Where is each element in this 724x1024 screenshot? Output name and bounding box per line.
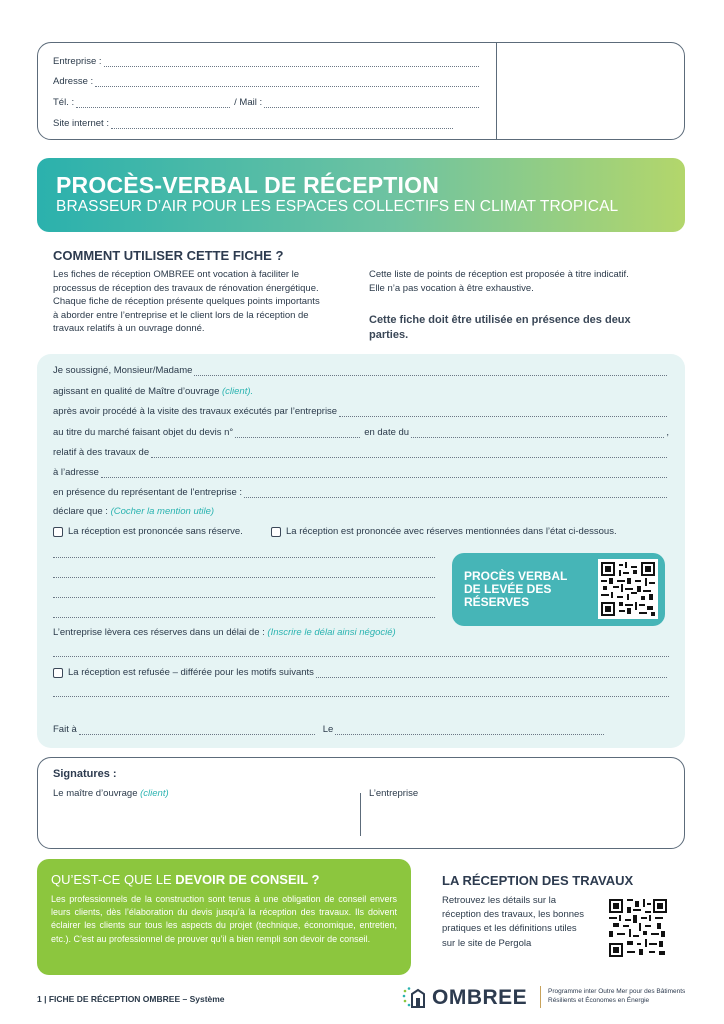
devoir-conseil-box	[37, 859, 411, 975]
footer-divider	[540, 986, 541, 1008]
option-sans-reserve[interactable]	[53, 526, 243, 537]
adresse-travaux-label: à l’adresse	[53, 467, 99, 478]
howto-bold-line: Cette fiche doit être utilisée en présence des deux	[369, 314, 631, 326]
mail-label: / Mail :	[234, 97, 263, 108]
pv-line: DE LEVÉE DES	[464, 582, 552, 596]
option-avec-reserves[interactable]	[271, 526, 617, 537]
refusee-label: La réception est refusée – différée pour les motifs suivants	[68, 667, 314, 678]
page-footer: 1 | FICHE DE RÉCEPTION OMBREE – Système	[37, 994, 225, 1004]
sans-reserve-label: La réception est prononcée sans réserve.	[68, 526, 243, 537]
reserve-line[interactable]	[53, 548, 435, 558]
pv-line: RÉSERVES	[464, 595, 530, 609]
presence-field[interactable]	[53, 487, 669, 498]
declare-note: (Cocher la mention utile)	[110, 506, 215, 517]
howto-bold-line: parties.	[369, 328, 409, 341]
reception-info-heading: LA RÉCEPTION DES TRAVAUX	[442, 873, 634, 888]
howto-right-line: Cette liste de points de réception est proposée à titre indicatif.	[369, 269, 629, 280]
adresse-label: Adresse :	[53, 76, 94, 87]
reception-info-line: Retrouvez les détails sur la	[442, 895, 557, 906]
adresse-field[interactable]	[53, 76, 481, 87]
title-banner	[37, 158, 685, 232]
qr-code-icon[interactable]	[598, 559, 658, 619]
reception-info-line: sur le site de Pergola	[442, 937, 532, 949]
levera-note: (Inscrire le délai ainsi négocié)	[267, 627, 396, 638]
relatif-label: relatif à des travaux de	[53, 447, 150, 458]
signatures-heading: Signatures :	[53, 768, 117, 780]
howto-right-text	[369, 268, 679, 295]
fait-a-field[interactable]	[53, 724, 606, 735]
entreprise-sign-label: L’entreprise	[369, 788, 419, 799]
reception-info-text	[442, 894, 584, 951]
howto-left-line: processus de réception des travaux de rénovation énergétique.	[53, 282, 319, 294]
declare-label: déclare que :	[53, 506, 108, 517]
adresse-travaux-field[interactable]	[53, 467, 669, 478]
program-line: Résilients et Économes en Énergie	[548, 997, 650, 1004]
delai-line-blank[interactable]	[53, 647, 669, 657]
presence-label: en présence du représentant de l’entreprise :	[53, 487, 243, 498]
reception-info-line: pratiques et les définitions utiles	[442, 923, 577, 935]
soussigne-label: Je soussigné, Monsieur/Madame	[53, 365, 193, 376]
marche-field[interactable]	[53, 427, 669, 438]
devoir-conseil-body: Les professionnels de la construction sont tenus à une obligation de conseil envers leurs clients, dès l’élaboration du devis jusqu’à la réception des travaux. Ils doivent éclairer les clients sur tous les aspects du projet (technique, économique, entretien, etc.). C’est au professionnel de prouver qu’il a bien rempli son devoir de conseil.	[51, 894, 397, 944]
howto-left-text	[53, 268, 353, 336]
maitre-label: Le maître d’ouvrage	[53, 788, 138, 799]
howto-right-line: Elle n’a pas vocation à être exhaustive.	[369, 282, 534, 294]
entreprise-label: Entreprise :	[53, 56, 102, 67]
document-title: PROCÈS-VERBAL DE RÉCEPTION	[56, 172, 440, 198]
document-subtitle: BRASSEUR D’AIR POUR LES ESPACES COLLECTIFS EN CLIMAT TROPICAL	[56, 198, 619, 215]
qualite-line	[53, 386, 669, 397]
fait-a-label: Fait à	[53, 724, 77, 735]
soussigne-field[interactable]	[53, 365, 669, 376]
qualite-label: agissant en qualité de Maître d’ouvrage	[53, 386, 220, 397]
refusee-checkbox[interactable]	[53, 668, 63, 678]
marche-label: au titre du marché faisant objet du devis n°	[53, 427, 234, 438]
motifs-line[interactable]	[53, 687, 669, 697]
avec-reserves-checkbox[interactable]	[271, 527, 281, 537]
maitre-note: (client)	[140, 788, 169, 799]
signature-maitre[interactable]	[53, 788, 169, 799]
howto-right-bold	[369, 313, 679, 342]
reception-info-line: réception des travaux, les bonnes	[442, 909, 585, 921]
signatures-box	[37, 757, 685, 849]
levera-label: L’entreprise lèvera ces réserves dans un délai de :	[53, 627, 265, 638]
reserve-line[interactable]	[53, 568, 435, 578]
reserve-line[interactable]	[53, 608, 435, 618]
declare-line	[53, 506, 669, 517]
title-bold: DEVOIR DE CONSEIL ?	[175, 872, 320, 887]
signature-divider	[360, 793, 361, 836]
delai-line	[53, 627, 669, 638]
visite-label: après avoir procédé à la visite des travaux exécutés par l’entreprise	[53, 406, 338, 417]
howto-left-line: à aborder entre l’entreprise et le client lors de la réception de	[53, 309, 309, 321]
devoir-conseil-title	[51, 872, 320, 887]
signature-entreprise[interactable]	[369, 788, 418, 799]
howto-left-line: travaux relatifs à un ouvrage donné.	[53, 323, 205, 334]
company-box-divider	[496, 43, 497, 139]
en-date-label: en date du	[364, 427, 410, 438]
howto-left-line: Les fiches de réception OMBREE ont vocation à faciliter le	[53, 269, 300, 280]
reserve-line[interactable]	[53, 588, 435, 598]
title-prefix: QU’EST-CE QUE LE	[51, 872, 172, 887]
ombree-logo	[402, 985, 532, 1011]
program-line: Programme inter Outre Mer pour des Bâtiments	[548, 988, 686, 995]
avec-reserves-label: La réception est prononcée avec réserves mentionnées dans l’état ci-dessous.	[286, 526, 617, 537]
tel-label: Tél. :	[53, 97, 75, 108]
program-text	[548, 987, 685, 1005]
site-label: Site internet :	[53, 118, 109, 129]
company-info-box	[37, 42, 685, 140]
pv-levee-label	[464, 570, 584, 609]
howto-heading: COMMENT UTILISER CETTE FICHE ?	[53, 248, 284, 263]
site-field[interactable]	[53, 118, 455, 129]
comma: ,	[666, 427, 669, 438]
entreprise-field[interactable]	[53, 56, 481, 67]
relatif-field[interactable]	[53, 447, 669, 458]
ombree-logo-text: OMBREE	[432, 986, 528, 1009]
sans-reserve-checkbox[interactable]	[53, 527, 63, 537]
ombree-logo-icon	[402, 987, 426, 1009]
howto-left-line: Chaque fiche de réception présente quelques points importants	[53, 296, 320, 307]
qualite-note: (client).	[222, 386, 254, 397]
pv-line: PROCÈS VERBAL	[464, 569, 568, 583]
tel-mail-field[interactable]	[53, 97, 481, 108]
visite-field[interactable]	[53, 406, 669, 417]
pv-levee-reserves-link[interactable]	[452, 553, 665, 626]
option-refusee[interactable]	[53, 667, 669, 678]
pergola-qr-code-icon[interactable]	[609, 899, 667, 957]
le-label: Le	[322, 724, 334, 735]
